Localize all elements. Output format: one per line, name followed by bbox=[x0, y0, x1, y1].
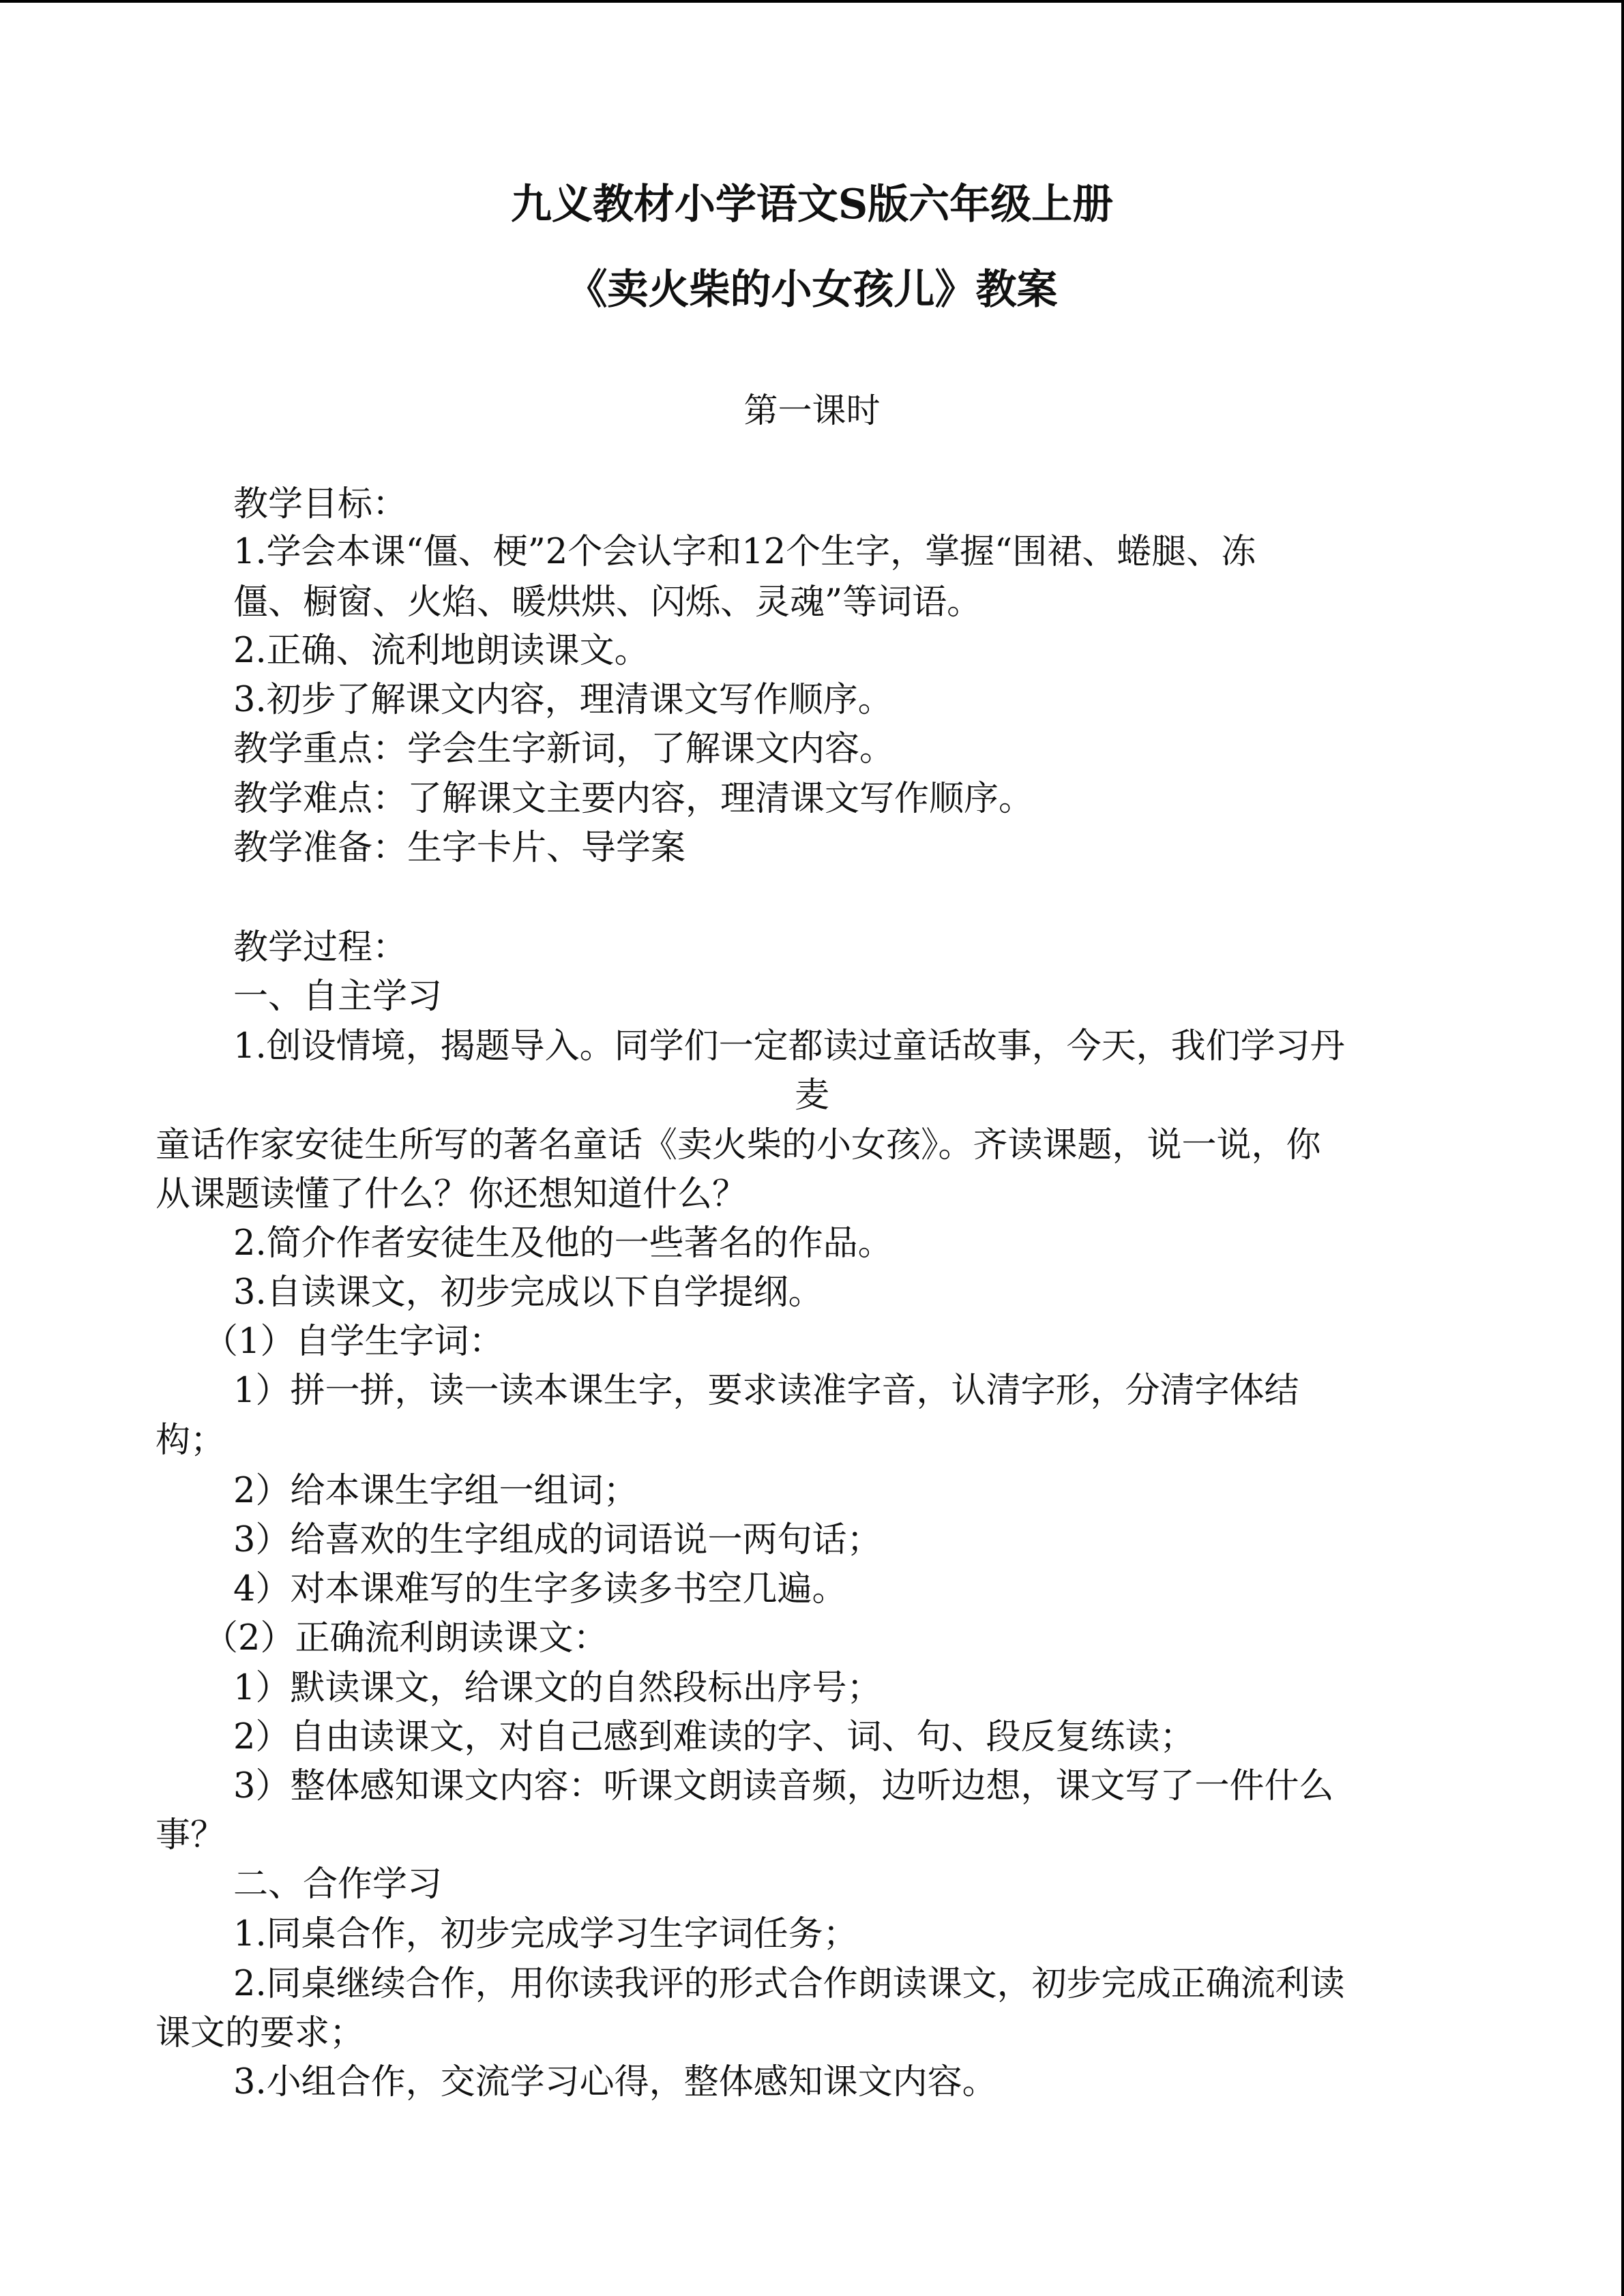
substep-2-item-3-continued: 事？ bbox=[156, 1815, 226, 1855]
substep-2-heading: （2）正确流利朗读课文： bbox=[203, 1618, 608, 1658]
section-heading-process: 教学过程： bbox=[233, 927, 408, 968]
difficult-points: 教学难点：了解课文主要内容，理清课文写作顺序。 bbox=[233, 779, 1034, 819]
substep-2-item-3: 3）整体感知课文内容：听课文朗读音频，边听边想，课文写了一件什么 bbox=[233, 1766, 1334, 1806]
substep-1-item-4: 4）对本课难写的生字多读多书空几遍。 bbox=[233, 1569, 847, 1609]
substep-1-item-2: 2）给本课生字组一组词； bbox=[233, 1471, 638, 1511]
objective-1-continued: 僵、橱窗、火焰、暖烘烘、闪烁、灵魂”等词语。 bbox=[233, 582, 982, 623]
substep-2-item-1: 1）默读课文，给课文的自然段标出序号； bbox=[233, 1668, 882, 1708]
coop-step-2-continued: 课文的要求； bbox=[156, 2013, 365, 2053]
objective-1: 1.学会本课“僵、梗”2个会认字和12个生字，掌握“围裙、蜷腿、冻 bbox=[233, 532, 1256, 572]
step-1-wrap: 麦 bbox=[794, 1075, 829, 1116]
substep-1-heading: （1）自学生字词： bbox=[203, 1322, 504, 1362]
step-1-continued: 童话作家安徒生所写的著名童话《卖火柴的小女孩》。齐读课题，说一说，你 bbox=[156, 1125, 1321, 1165]
objective-3: 3.初步了解课文内容，理清课文写作顺序。 bbox=[233, 680, 893, 720]
page-border-top bbox=[0, 0, 1624, 3]
objective-2: 2.正确、流利地朗读课文。 bbox=[233, 631, 649, 671]
document-title: 九义教材小学语文S版六年级上册 bbox=[510, 181, 1114, 228]
document-subtitle: 《卖火柴的小女孩儿》教案 bbox=[566, 266, 1058, 314]
lesson-heading: 第一课时 bbox=[743, 391, 881, 430]
step-1: 1.创设情境，揭题导入。同学们一定都读过童话故事，今天，我们学习丹 bbox=[233, 1026, 1345, 1067]
substep-2-item-2: 2）自由读课文，对自己感到难读的字、词、句、段反复练读； bbox=[233, 1717, 1195, 1757]
key-points: 教学重点：学会生字新词，了解课文内容。 bbox=[233, 729, 895, 769]
part-2-heading: 二、合作学习 bbox=[233, 1864, 443, 1905]
part-1-heading: 一、自主学习 bbox=[233, 976, 443, 1017]
coop-step-1: 1.同桌合作，初步完成学习生字词任务； bbox=[233, 1914, 858, 1954]
substep-1-item-1-continued: 构； bbox=[156, 1420, 226, 1461]
coop-step-2: 2.同桌继续合作，用你读我评的形式合作朗读课文，初步完成正确流利读 bbox=[233, 1964, 1345, 2004]
substep-1-item-1: 1）拼一拼，读一读本课生字，要求读准字音，认清字形，分清字体结 bbox=[233, 1371, 1299, 1411]
step-3: 3.自读课文，初步完成以下自学提纲。 bbox=[233, 1272, 823, 1313]
substep-1-item-3: 3）给喜欢的生字组成的词语说一两句话； bbox=[233, 1520, 882, 1560]
step-2: 2.简介作者安徒生及他的一些著名的作品。 bbox=[233, 1223, 893, 1264]
page-border-right bbox=[1621, 0, 1624, 2296]
coop-step-3: 3.小组合作，交流学习心得，整体感知课文内容。 bbox=[233, 2062, 997, 2102]
section-heading-objectives: 教学目标： bbox=[233, 484, 408, 524]
teaching-materials: 教学准备：生字卡片、导学案 bbox=[233, 828, 686, 868]
step-1-continued-2: 从课题读懂了什么？你还想知道什么？ bbox=[156, 1174, 748, 1214]
